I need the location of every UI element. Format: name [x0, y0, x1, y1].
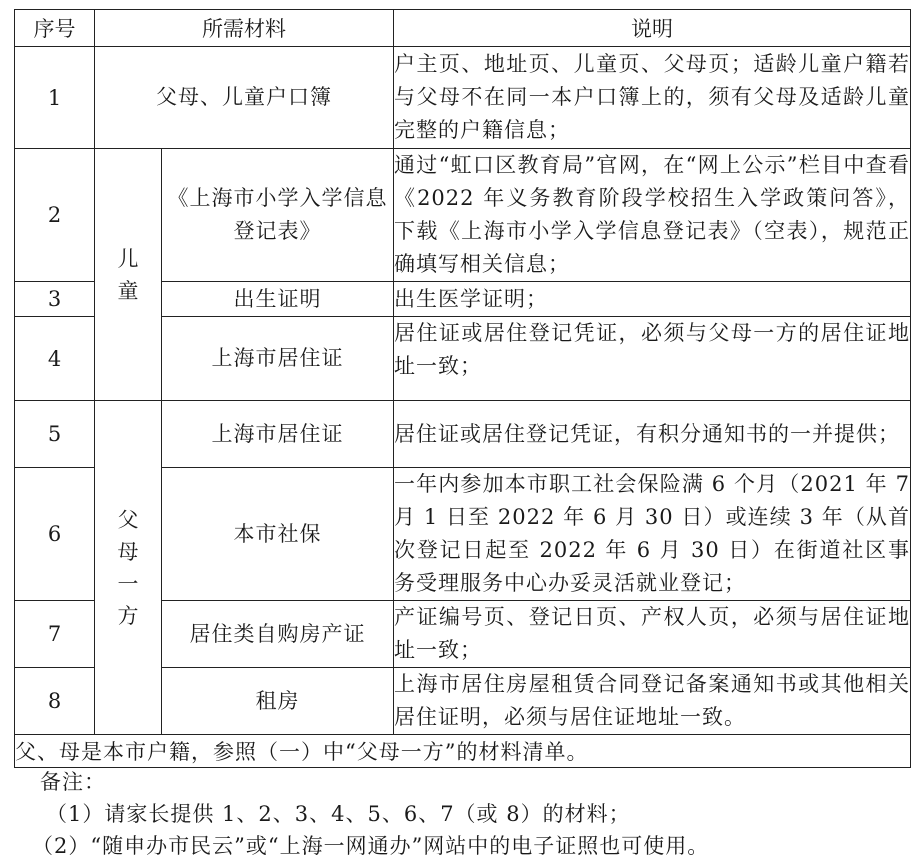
materials-table [14, 9, 911, 768]
footer-row [15, 735, 911, 768]
footer-note: 父、母是本市户籍，参照（一）中“父母一方”的材料清单。 [15, 735, 911, 768]
header-seq: 序号 [15, 10, 95, 47]
table-row [15, 149, 911, 282]
group-child-char: 儿 [117, 246, 139, 271]
row-material: 父母、儿童户口簿 [95, 47, 394, 149]
row-material: 出生证明 [162, 282, 394, 317]
group-parent-char: 方 [117, 603, 139, 628]
row-seq: 7 [15, 601, 95, 668]
table-row [15, 47, 911, 149]
row-seq: 2 [15, 149, 95, 282]
row-material: 上海市居住证 [162, 317, 394, 401]
row-desc: 居住证或居住登记凭证，必须与父母一方的居住证地址一致； [394, 317, 911, 401]
group-child [95, 149, 162, 401]
group-parent-char: 母 [117, 539, 139, 564]
header-row [15, 10, 911, 47]
row-material: 租房 [162, 668, 394, 735]
row-material: 本市社保 [162, 468, 394, 601]
row-desc: 上海市居住房屋租赁合同登记备案通知书或其他相关居住证明，必须与居住证地址一致。 [394, 668, 911, 735]
remark-item: （2）“随申办市民云”或“上海一网通办”网站中的电子证照也可使用。 [32, 834, 710, 858]
row-seq: 3 [15, 282, 95, 317]
row-desc: 户主页、地址页、儿童页、父母页；适龄儿童户籍若与父母不在同一本户口簿上的，须有父母及适龄儿童完整的户籍信息； [394, 47, 911, 149]
group-child-char: 童 [117, 278, 139, 303]
row-material: 上海市居住证 [162, 401, 394, 468]
row-seq: 1 [15, 47, 95, 149]
header-material: 所需材料 [95, 10, 394, 47]
row-seq: 4 [15, 317, 95, 401]
remarks [32, 766, 710, 862]
row-material: 《上海市小学入学信息登记表》 [162, 149, 394, 282]
header-note: 说明 [394, 10, 911, 47]
row-desc: 一年内参加本市职工社会保险满 6 个月（2021 年 7 月 1 日至 2022 年 6 月 30 日）或连续 3 年（从首次登记日起至 2022 年 6 月 30 日）在街道社区事务受理服务中心办妥灵活就业登记； [394, 468, 911, 601]
row-desc: 居住证或居住登记凭证，有积分通知书的一并提供； [394, 401, 911, 468]
group-parent [95, 401, 162, 735]
row-desc: 通过“虹口区教育局”官网，在“网上公示”栏目中查看《2022 年义务教育阶段学校招生入学政策问答》，下载《上海市小学入学信息登记表》（空表），规范正确填写相关信息； [394, 149, 911, 282]
row-seq: 6 [15, 468, 95, 601]
row-material: 居住类自购房产证 [162, 601, 394, 668]
group-parent-char: 父 [117, 507, 139, 532]
row-seq: 8 [15, 668, 95, 735]
row-seq: 5 [15, 401, 95, 468]
group-parent-char: 一 [117, 571, 139, 596]
row-desc: 出生医学证明； [394, 282, 911, 317]
remark-item: （1）请家长提供 1、2、3、4、5、6、7（或 8）的材料； [46, 802, 631, 826]
table-row [15, 401, 911, 468]
remarks-title: 备注： [40, 770, 106, 794]
row-desc: 产证编号页、登记日页、产权人页，必须与居住证地址一致； [394, 601, 911, 668]
